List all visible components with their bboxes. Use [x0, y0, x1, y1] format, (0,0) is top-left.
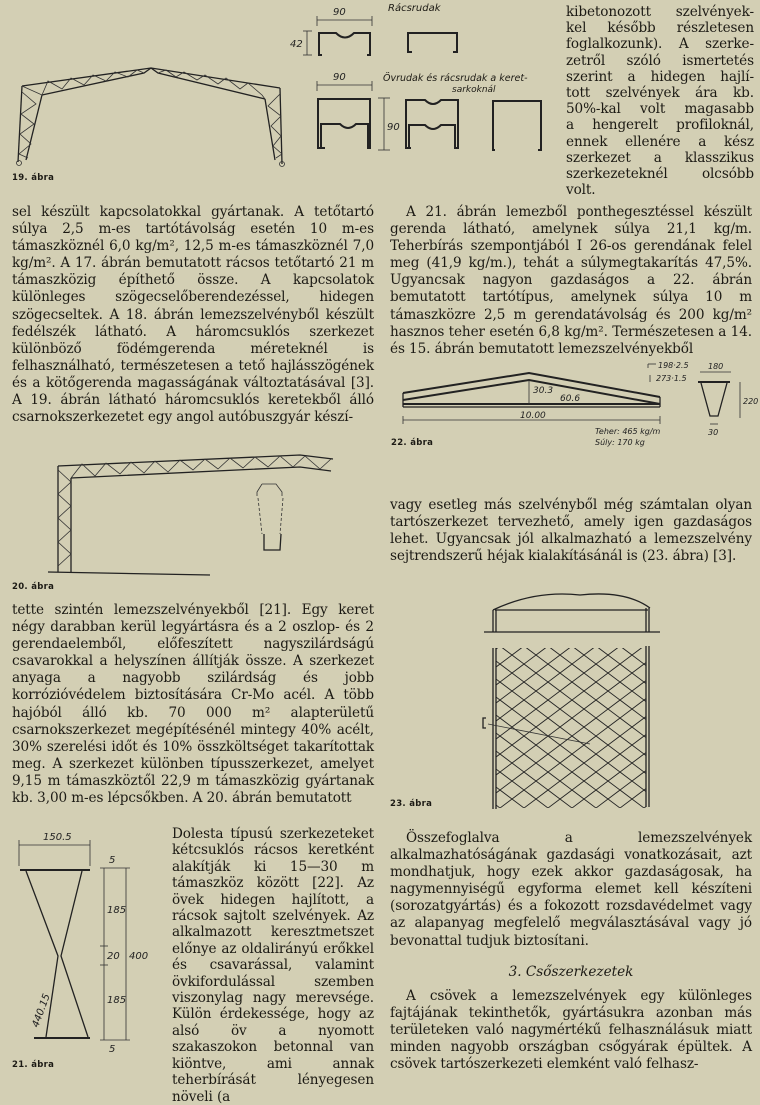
figure-22-truss-drawing	[390, 362, 760, 462]
left-paragraph-2: tette szintén lemezszelvényekből [21]. Egy keret négy darabban kerül legyártásra és a 2 oszlop- és 2 gerendaelemből, előfeszített nagyszilárdságú csavarokkal a helyszínen állítják össze. A szerkezet anyaga a nagyobb szilárdság és jobb korrózióvédelem biztosítására Cr-Mo acél. A több hajóból álló kb. 70 000 m² alapterületű csarnokszerkezet megépítésénél mintegy 40% acélt, 30% szerelési időt és 10% összköltséget takarítottak meg. A szerkezet különben típusszerkezet, amelyet 9,15 m támaszköztől 22,9 m támaszközig gyártanak kb. 3,00 m-es lépcsőkben. A 20. ábrán bemutatott	[12, 602, 374, 807]
figure-21-caption: 21. ábra	[12, 1060, 55, 1070]
left-paragraph-3: Dolesta típusú szerkezeteket kétcsuklós rácsos keretként alakítják ki 15—30 m támaszköz között [22]. Az övek hidegen hajlított, a rácsok sajtolt szelvények. Az alkalmazott keresztmetszet előnye az oldalirányú erőkkel és csavarással, valamint övkifordulással szemben viszonylag nagy merevsége. Külön érdekessége, hogy az alsó öv a nyomott szakaszokon betonnal van kiöntve, ami annak teherbírását lényegesen növeli (a	[172, 826, 374, 1105]
right-paragraph-2: vagy esetleg más szelvényből még számtalan olyan tartószerkezet tervezhető, amely igen gazdaságos lehet. Ugyancsak jól alkalmazható a lemezszelvény sejtrendszerű héjak kialakításánál is (23. ábra) [3].	[390, 497, 752, 565]
fig21-dim-150-5: 150.5	[43, 832, 72, 843]
text-line: a hengerelt profiloknál,	[566, 117, 754, 134]
figure-22-caption: 22. ábra	[391, 438, 434, 448]
fig22-legend-2: 273·1.5	[656, 374, 687, 383]
figure-20-frame-drawing	[0, 412, 380, 592]
right-column-top-paragraph	[566, 4, 754, 198]
text-line: zetről szóló ismertetés	[566, 52, 754, 69]
fig22-sec-height: 220	[743, 397, 759, 406]
figure-20-caption: 20. ábra	[12, 582, 55, 592]
fig21-dim-5-top: 5	[109, 855, 116, 866]
figure-19-label-racsrudak: Rácsrudak	[388, 3, 441, 14]
text-line: tott szelvények ára kb.	[566, 85, 754, 102]
fig22-sec-bottom: 30	[708, 428, 719, 437]
figure-21-section-drawing	[8, 828, 158, 1058]
text-line: 50%-kal volt magasabb	[566, 101, 754, 118]
fig22-dim-60-6: 60.6	[560, 394, 581, 404]
figure-19-label-ovrudak: Övrudak és rácsrudak a keret-	[383, 73, 528, 84]
figure-19-label-sarkoknal: sarkoknál	[452, 85, 496, 95]
figure-23-caption: 23. ábra	[390, 799, 433, 809]
text-line: szerkezet a klasszikus	[566, 149, 754, 166]
text-line: szerint a hidegen hajlí-	[566, 68, 754, 85]
right-paragraph-4: A csövek a lemezszelvények egy különleges fajtájának tekinthetők, gyártásukra azonban más területeken való nagymértékű felhasználásuk miatt minden nagyobb országban csőgyárak épültek. A csövek tartószerkezeti elemként való felhasz-	[390, 988, 752, 1073]
text-line: kibetonozott szelvények-	[566, 4, 754, 20]
fig21-dim-185-a: 185	[107, 905, 127, 916]
text-line: kel később részletesen	[566, 20, 754, 37]
fig21-dim-400: 400	[129, 951, 149, 962]
text-line: szerkezeteknél olcsóbb	[566, 166, 754, 183]
fig21-dim-5-bottom: 5	[109, 1044, 116, 1055]
figure-19-frame-drawing	[0, 0, 300, 170]
fig19-dim-90-top: 90	[333, 7, 346, 18]
fig22-legend-1: 198·2.5	[658, 361, 689, 370]
fig22-sec-width: 180	[708, 362, 724, 371]
text-line: foglalkozunk). A szerke-	[566, 36, 754, 53]
fig21-dim-20: 20	[107, 951, 120, 962]
text-line: ennek ellenére a kész	[566, 133, 754, 150]
right-paragraph-3: Összefoglalva a lemezszelvények alkalmazhatóságának gazdasági vonatkozásait, azt mondhatjuk, hogy ezek akkor gazdaságosak, ha nagymennyiségű egyforma elemet kell készíteni (sorozatgyártás) és a fokozott rozsdavédelmet vagy az alapanyag megfelelő megválasztásával vagy jó bevonattal tudjuk biztosítani.	[390, 830, 752, 949]
fig19-dim-90-bottom: 90	[333, 72, 346, 83]
left-paragraph-1: sel készült kapcsolatokkal gyártanak. A tetőtartó súlya 2,5 m-es tartótávolság esetén 10 m-es támaszköznél 6,0 kg/m², 12,5 m-es támaszköznél 7,0 kg/m². A 17. ábrán bemutatott rácsos tetőtartó 21 m támaszközig építhető össze. A kapcsolatok különleges szögecselőberendezéssel, hidegen szögecseltek. A 18. ábrán lemezszelvényből készült fedélszék látható. A háromcsuklós szerkezet különböző födémgerenda méreteknél is felhasználható, természetesen a tető hajlásszögének és a kötőgerenda magasságának változtatásával [3]. A 19. ábrán látható háromcsuklós keretekből álló csarnokszerkezetet egy angol autóbuszgyár készí-	[12, 204, 374, 426]
figure-19-caption: 19. ábra	[12, 173, 55, 183]
fig21-dim-185-b: 185	[107, 995, 127, 1006]
fig22-weight: Súly: 170 kg	[595, 438, 645, 447]
right-paragraph-1: A 21. ábrán lemezből ponthegesztéssel készült gerenda látható, amelynek súlya 21,1 kg/m. Teherbírás szempontjából I 26-os gerendának felel meg (41,9 kg/m.), tehát a súlymegtakarítás 47,5%. Ugyancsak nagyon gazdaságos a 22. ábrán bemutatott tartótípus, amelynek súlya 10 m támaszközre 2,5 m gerendatávolság és 200 kg/m² hasznos teher esetén 6,8 kg/m². Természetesen a 14. és 15. ábrán bemutatott lemezszelvényekből	[390, 204, 752, 357]
section-heading: 3. Csőszerkezetek	[508, 964, 634, 980]
fig22-dim-span: 10.00	[520, 411, 546, 421]
fig19-dim-42: 42	[290, 39, 303, 50]
figure-23-shell-drawing	[380, 592, 760, 817]
fig19-dim-90-side: 90	[387, 122, 400, 133]
fig21-dim-diag: 440.15	[30, 992, 53, 1030]
fig22-load: Teher: 465 kg/m	[595, 427, 661, 436]
fig22-dim-30-3: 30.3	[533, 386, 554, 396]
text-line: volt.	[566, 182, 596, 199]
